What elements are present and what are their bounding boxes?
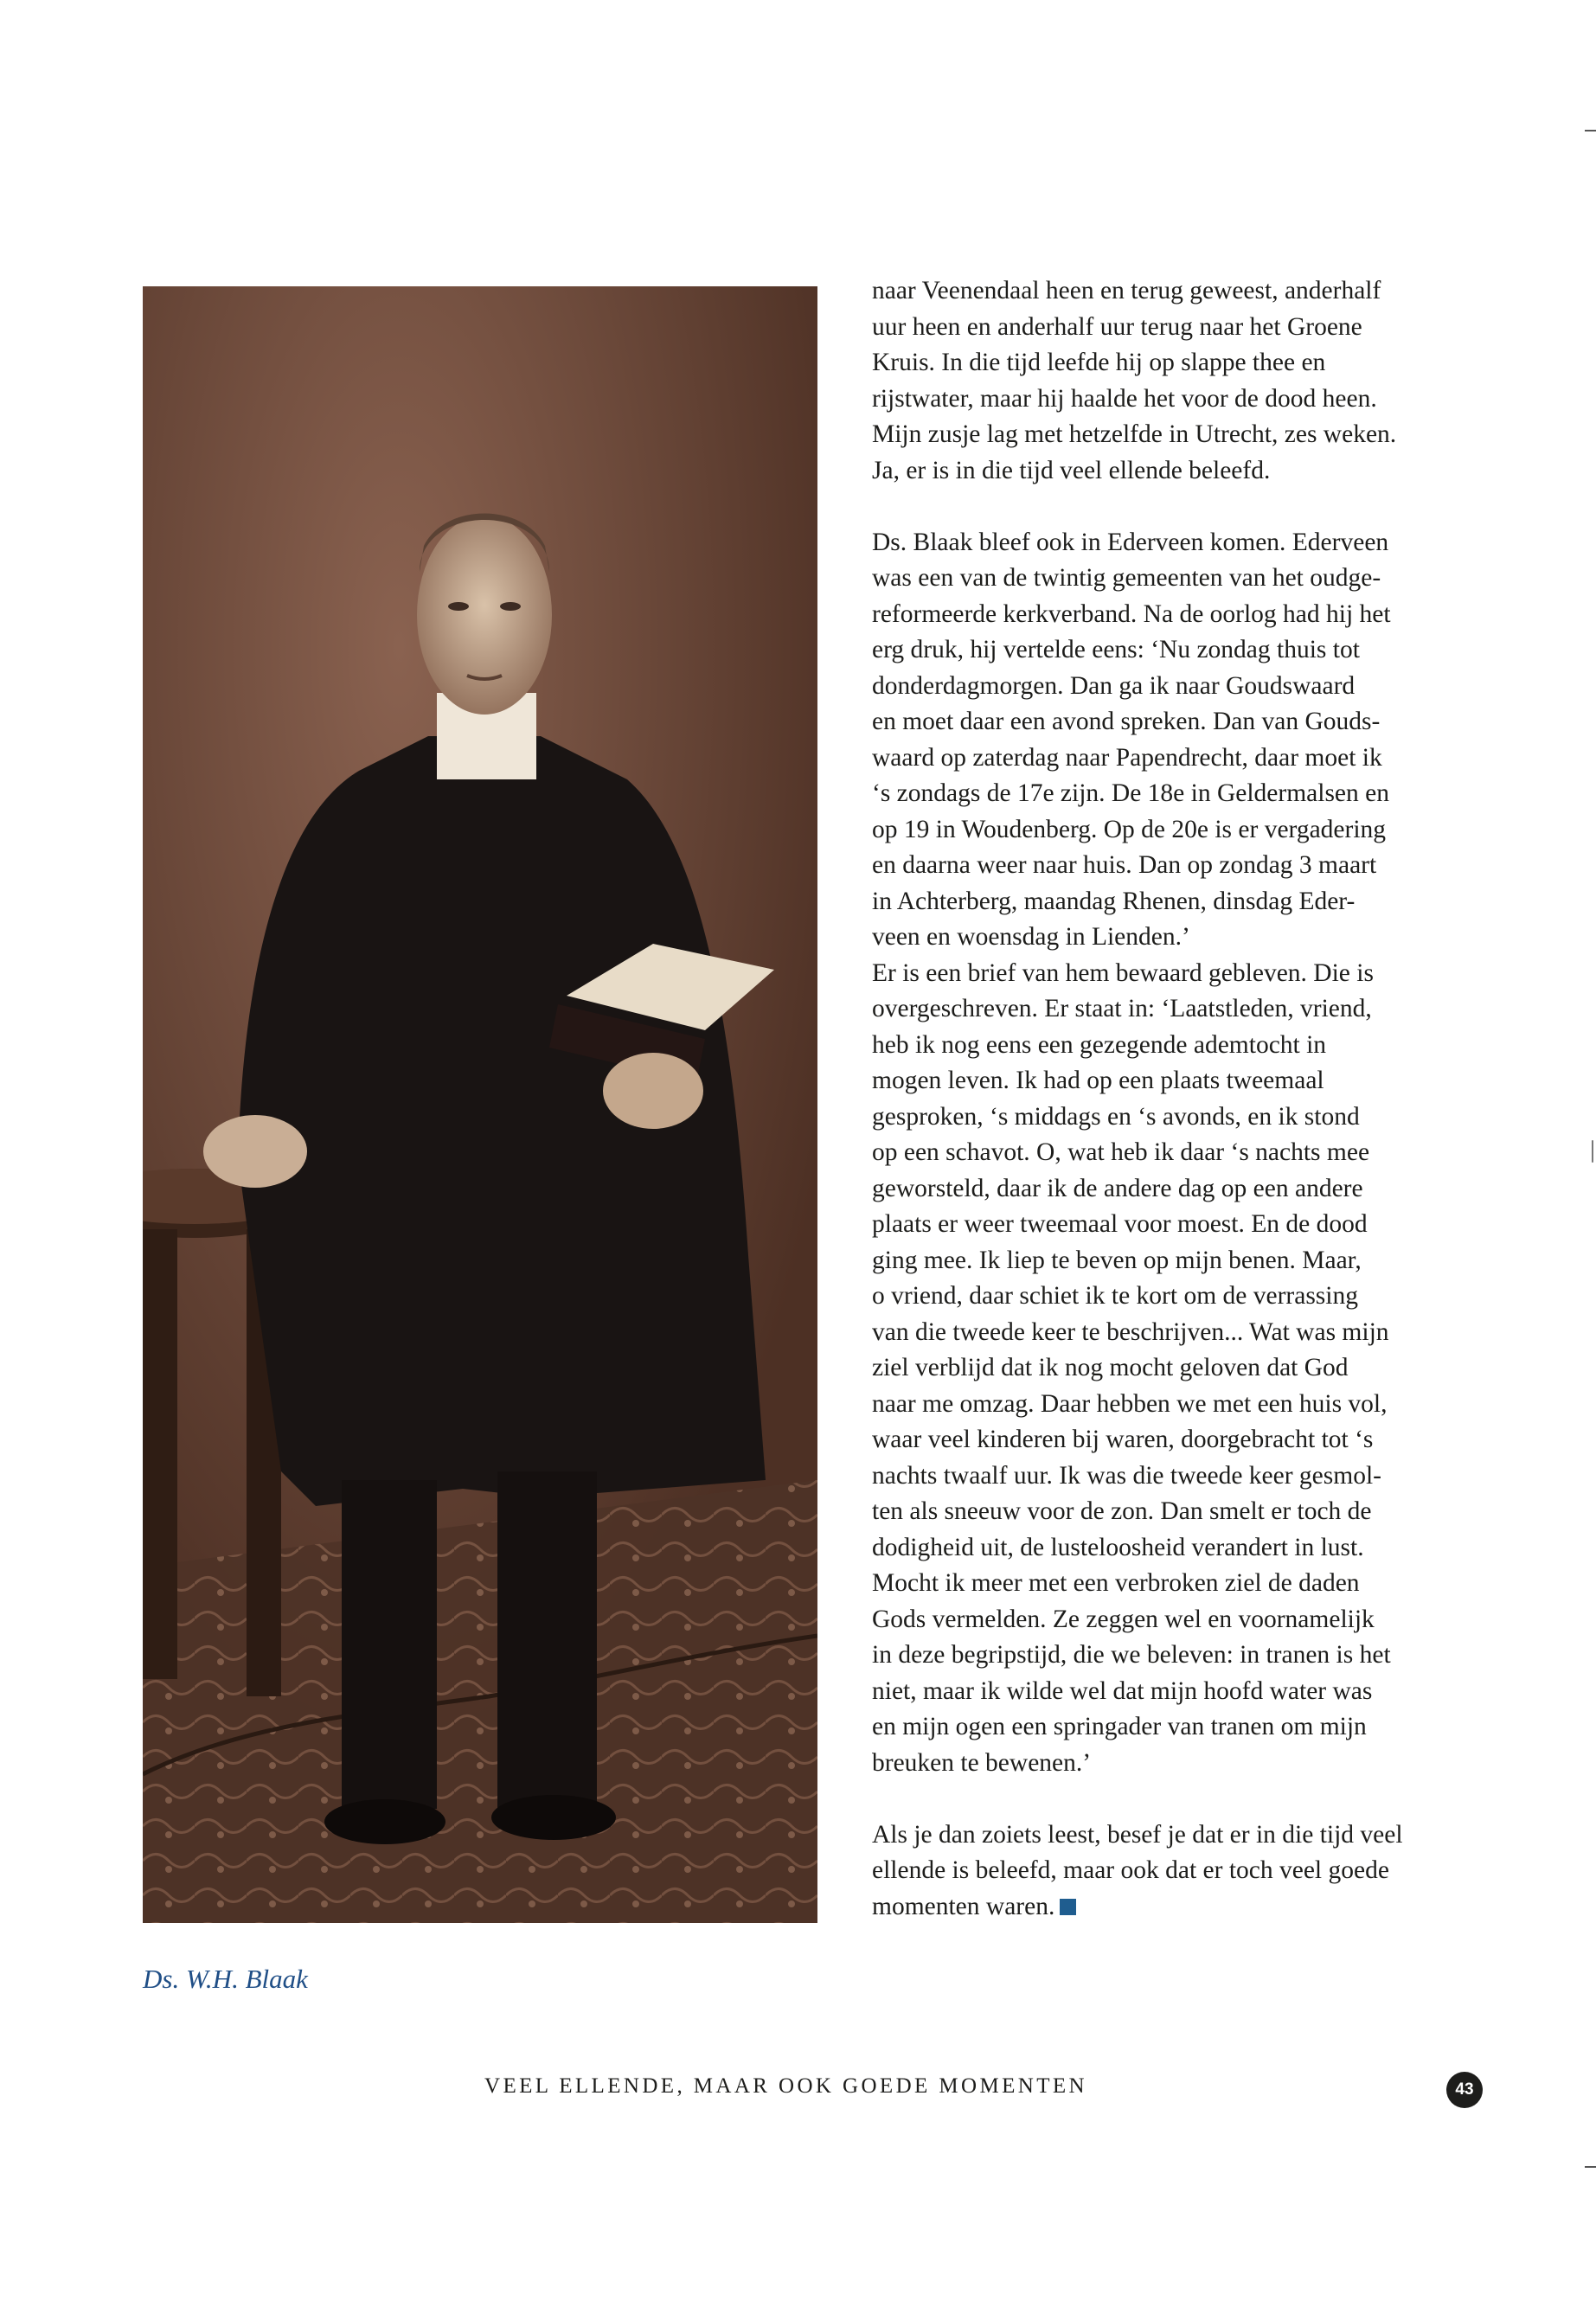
article-line: rijstwater, maar hij haalde het voor de dood heen. [872,384,1377,413]
article-line: ziel verblijd dat ik nog mocht geloven dat God [872,1354,1349,1381]
article-line: van die tweede keer te beschrijven... Wat was mijn [872,1317,1389,1346]
article-line: gesproken, ‘s middags en ‘s avonds, en ik stond [872,1102,1360,1131]
article-line: plaats er weer tweemaal voor moest. En de dood [872,1210,1368,1238]
article-line: was een van de twintig gemeenten van het oudge- [872,564,1381,592]
photo-caption: Ds. W.H. Blaak [143,1964,308,1994]
article-line: nachts twaalf uur. Ik was die tweede keer gesmol- [872,1461,1381,1490]
article-paragraph [872,273,1495,489]
article-line: en daarna weer naar huis. Dan op zondag 3 maart [872,851,1377,879]
article-line: en mijn ogen een springader van tranen om mijn [872,1713,1367,1740]
article-body [872,273,1495,1925]
article-line: ten als sneeuw voor de zon. Dan smelt er toch de [872,1497,1372,1525]
crop-mark-bottom [1585,2166,1596,2168]
article-line: erg druk, hij vertelde eens: ‘Nu zondag thuis tot [872,636,1360,663]
article-line: waar veel kinderen bij waren, doorgebracht tot ‘s [872,1426,1374,1453]
crop-mark-top [1585,130,1596,131]
article-line: Ja, er is in die tijd veel ellende beleefd. [872,456,1271,484]
article-paragraph [872,956,1495,1782]
article-line: en moet daar een avond spreken. Dan van Gouds- [872,708,1381,735]
article-paragraph [872,525,1495,956]
article-line: ellende is beleefd, maar ook dat er toch veel goede [872,1856,1389,1884]
article-line: overgeschreven. Er staat in: ‘Laatstleden, vriend, [872,995,1372,1022]
portrait-illustration [143,286,817,1923]
article-line: Kruis. In die tijd leefde hij op slappe thee en [872,349,1326,376]
article-line: uur heen en anderhalf uur terug naar het Groene [872,312,1362,341]
article-line: veen en woensdag in Lienden.’ [872,923,1190,951]
article-line: reformeerde kerkverband. Na de oorlog had hij het [872,599,1391,628]
crop-mark-middle [1592,1140,1593,1163]
article-line: heb ik nog eens een gezegende ademtocht in [872,1030,1327,1059]
article-line: dodigheid uit, de lusteloosheid verandert in lust. [872,1533,1364,1561]
article-line: Als je dan zoiets leest, besef je dat er in die tijd veel [872,1820,1403,1849]
article-line: donderdagmorgen. Dan ga ik naar Goudswaard [872,671,1356,700]
article-line: op een schavot. O, wat heb ik daar ‘s nachts mee [872,1138,1370,1166]
article-line: waard op zaterdag naar Papendrecht, daar moet ik [872,743,1382,772]
article-line: breuken te bewenen.’ [872,1748,1092,1777]
article-line: op 19 in Woudenberg. Op de 20e is er vergadering [872,815,1387,843]
running-footer-title: VEEL ELLENDE, MAAR OOK GOEDE MOMENTEN [484,2074,1088,2098]
article-line: geworsteld, daar ik de andere dag op een andere [872,1174,1363,1202]
article-line: ‘s zondags de 17e zijn. De 18e in Geldermalsen en [872,779,1389,807]
square-end-mark-icon [1060,1899,1076,1915]
portrait-photo [143,286,817,1923]
article-line: naar Veenendaal heen en terug geweest, anderhalf [872,277,1381,304]
article-line: Ds. Blaak bleef ook in Ederveen komen. Ederveen [872,528,1389,556]
article-line: Mijn zusje lag met hetzelfde in Utrecht, zes weken. [872,420,1397,448]
article-line: o vriend, daar schiet ik te kort om de verrassing [872,1282,1358,1310]
article-line: Er is een brief van hem bewaard gebleven. Die is [872,958,1374,987]
article-line: Mocht ik meer met een verbroken ziel de daden [872,1569,1360,1597]
article-line: mogen leven. Ik had op een plaats tweemaal [872,1067,1324,1094]
article-line: in Achterberg, maandag Rhenen, dinsdag Eder- [872,887,1356,915]
article-line: niet, maar ik wilde wel dat mijn hoofd water was [872,1676,1373,1705]
article-paragraph [872,1817,1495,1926]
article-line: Gods vermelden. Ze zeggen wel en voornamelijk [872,1605,1375,1633]
article-line: momenten waren. [872,1889,1495,1926]
article-line: ging mee. Ik liep te beven op mijn benen. Maar, [872,1246,1362,1274]
article-line: in deze begripstijd, die we beleven: in tranen is het [872,1641,1391,1669]
page-number-badge: 43 [1446,2072,1483,2108]
article-line: naar me omzag. Daar hebben we met een huis vol, [872,1389,1388,1418]
